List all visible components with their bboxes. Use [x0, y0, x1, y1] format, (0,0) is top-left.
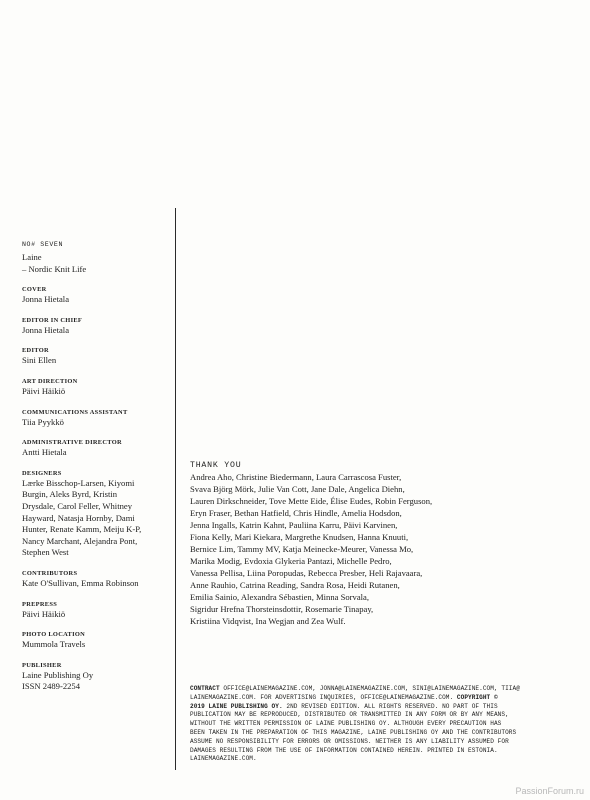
credit-name-line: Laine Publishing Oy — [22, 669, 94, 680]
credit-names — [22, 478, 170, 559]
credit-name-line: Jonna Hietala — [22, 294, 70, 305]
magazine-name-line: Laine — [22, 252, 42, 262]
credit-title: ART DIRECTION — [22, 377, 78, 385]
thank-you-line: Anne Rauhio, Catrina Reading, Sandra Rosa, Heidi Rutanen, — [190, 580, 400, 590]
copyright-year-publisher: 2019 LAINE PUBLISHING OY. — [190, 702, 283, 710]
credit-title: PREPRESS — [22, 600, 58, 608]
thank-you-line: Vanessa Pellisa, Liina Poropudas, Rebecca Presber, Heli Rajavaara, — [190, 568, 423, 578]
legal-line: DAMAGES RESULTING FROM THE USE OF INFORMATION CONTAINED HEREIN. PRINTED IN ESTONIA. — [190, 746, 498, 754]
credit-section-prepress — [22, 600, 170, 621]
credit-names — [22, 294, 170, 306]
issue-number: NO# SEVEN — [22, 241, 64, 248]
credit-name-line: Stephen West — [22, 547, 69, 558]
credit-section-editor — [22, 346, 170, 367]
legal-line: ASSUME NO RESPONSIBILITY FOR ERRORS OR OMISSIONS. NEITHER IS ANY LIABILITY ASSUMED FOR — [190, 737, 509, 745]
advertising-line: LAINEMAGAZINE.COM. FOR ADVERTISING INQUIRIES, OFFICE@LAINEMAGAZINE.COM. — [190, 693, 454, 701]
credit-name-line: Hunter, Renate Kamm, Meiju K-P, — [22, 524, 142, 535]
legal-line: PUBLICATION MAY BE REPRODUCED, DISTRIBUTED OR TRANSMITTED IN ANY FORM OR BY ANY MEANS, — [190, 711, 509, 719]
credit-title: ADMINISTRATIVE DIRECTOR — [22, 439, 122, 447]
credit-names — [22, 639, 170, 651]
credit-names — [22, 386, 170, 398]
credit-title: COVER — [22, 286, 47, 294]
credit-name-line: Jonna Hietala — [22, 324, 70, 335]
thank-you-line: Jenna Ingalls, Katrin Kahnt, Pauliina Karru, Päivi Karvinen, — [190, 520, 398, 530]
credit-section-publisher — [22, 661, 170, 693]
legal-line — [190, 703, 584, 712]
credit-title: EDITOR IN CHIEF — [22, 316, 83, 324]
credit-section-art-direction — [22, 377, 170, 398]
credit-name-line: Päivi Häikiö — [22, 385, 66, 396]
credit-title: DESIGNERS — [22, 469, 62, 477]
legal-line: LAINEMAGAZINE.COM. — [190, 755, 257, 763]
credit-name-line: Antti Hietala — [22, 447, 67, 458]
thank-you-line: Sigridur Hrefna Thorsteinsdottir, Rosemarie Tinapay, — [190, 604, 374, 614]
credit-section-photo-location — [22, 630, 170, 651]
credit-name-line: Mummola Travels — [22, 639, 86, 650]
legal-line: WITHOUT THE WRITTEN PERMISSION OF LAINE PUBLISHING OY. ALTHOUGH EVERY PRECAUTION HAS — [190, 720, 502, 728]
credit-name-line: Drysdale, Carol Feller, Whitney — [22, 500, 132, 511]
credit-names — [22, 447, 170, 459]
credit-name-line: Tiia Pyykkö — [22, 416, 64, 427]
credit-title: EDITOR — [22, 347, 49, 355]
credit-names — [22, 417, 170, 429]
credit-names — [22, 355, 170, 367]
legal-rest-lines — [190, 711, 584, 764]
issue-block — [22, 240, 170, 275]
credit-title: COMMUNICATIONS ASSISTANT — [22, 408, 128, 416]
credit-names — [22, 325, 170, 337]
credit-name-line: ISSN 2489-2254 — [22, 681, 81, 692]
credit-section-designers — [22, 469, 170, 559]
credit-names — [22, 578, 170, 590]
thank-you-line: Kristiina Vidqvist, Ina Wegjan and Zea Wulf. — [190, 616, 346, 626]
contact-emails: OFFICE@LAINEMAGAZINE.COM, JONNA@LAINEMAGAZINE.COM, SINI@LAINEMAGAZINE.COM, TIIA@ — [219, 685, 520, 692]
credit-name-line: Nancy Marchant, Alejandra Pont, — [22, 535, 138, 546]
legal-line — [190, 685, 584, 694]
credit-name-line: Sini Ellen — [22, 355, 57, 366]
thank-you-title: THANK YOU — [190, 461, 242, 470]
credit-section-editor-in-chief — [22, 316, 170, 337]
credit-sections — [22, 285, 170, 693]
credit-name-line: Burgin, Aleks Byrd, Kristin — [22, 489, 118, 500]
credit-section-contributors — [22, 569, 170, 590]
legal-line: BEEN TAKEN IN THE PREPARATION OF THIS MAGAZINE, LAINE PUBLISHING OY AND THE CONTRIBUTORS — [190, 728, 517, 736]
credit-section-administrative-director — [22, 438, 170, 459]
watermark-text: PassionForum.ru — [515, 786, 584, 796]
credit-names — [22, 609, 170, 621]
masthead-credits — [22, 240, 170, 703]
thank-you-line: Andrea Aho, Christine Biedermann, Laura Carrascosa Fuster, — [190, 472, 402, 482]
credit-section-cover — [22, 285, 170, 306]
legal-notice — [190, 685, 584, 764]
contact-label: CONTRACT — [190, 685, 220, 692]
vertical-divider-rule — [175, 208, 176, 770]
copyright-label: COPYRIGHT © — [456, 693, 498, 701]
thank-you-line: Lauren Dirkschneider, Tove Mette Eide, Élise Eudes, Robin Ferguson, — [190, 496, 433, 506]
credit-section-communications-assistant — [22, 408, 170, 429]
thank-you-line: Svava Björg Mörk, Julie Van Cott, Jane Dale, Angelica Diehn, — [190, 484, 405, 494]
credit-name-line: Kate O'Sullivan, Emma Robinson — [22, 577, 139, 588]
thank-you-line: Eryn Fraser, Bethan Hatfield, Chris Hindle, Amelia Hodsdon, — [190, 508, 402, 518]
credit-name-line: Päivi Häikiö — [22, 608, 66, 619]
credit-title: CONTRIBUTORS — [22, 569, 78, 577]
thank-you-section — [190, 460, 570, 627]
legal-line — [190, 694, 584, 703]
credit-title: PHOTO LOCATION — [22, 631, 86, 639]
thank-you-line: Emilia Sainio, Alexandra Sébastien, Minna Sorvala, — [190, 592, 369, 602]
thank-you-line: Marika Modig, Evdoxia Glykeria Pantazi, Michelle Pedro, — [190, 556, 392, 566]
credit-name-line: Hayward, Natasja Hornby, Dami — [22, 512, 135, 523]
credit-name-line: Lærke Bisschop-Larsen, Kiyomi — [22, 477, 135, 488]
edition-text: 2ND REVISED EDITION. ALL RIGHTS RESERVED. NO PART OF THIS — [282, 702, 498, 710]
thank-you-line: Fiona Kelly, Mari Kiekara, Margrethe Knudsen, Hanna Knuuti, — [190, 532, 409, 542]
magazine-name — [22, 252, 170, 275]
credit-title: PUBLISHER — [22, 661, 62, 669]
credit-names — [22, 670, 170, 693]
thank-you-line: Bernice Lim, Tammy MV, Katja Meinecke-Meurer, Vanessa Mo, — [190, 544, 414, 554]
magazine-subtitle-line: – Nordic Knit Life — [22, 263, 87, 274]
thank-you-names — [190, 471, 570, 627]
